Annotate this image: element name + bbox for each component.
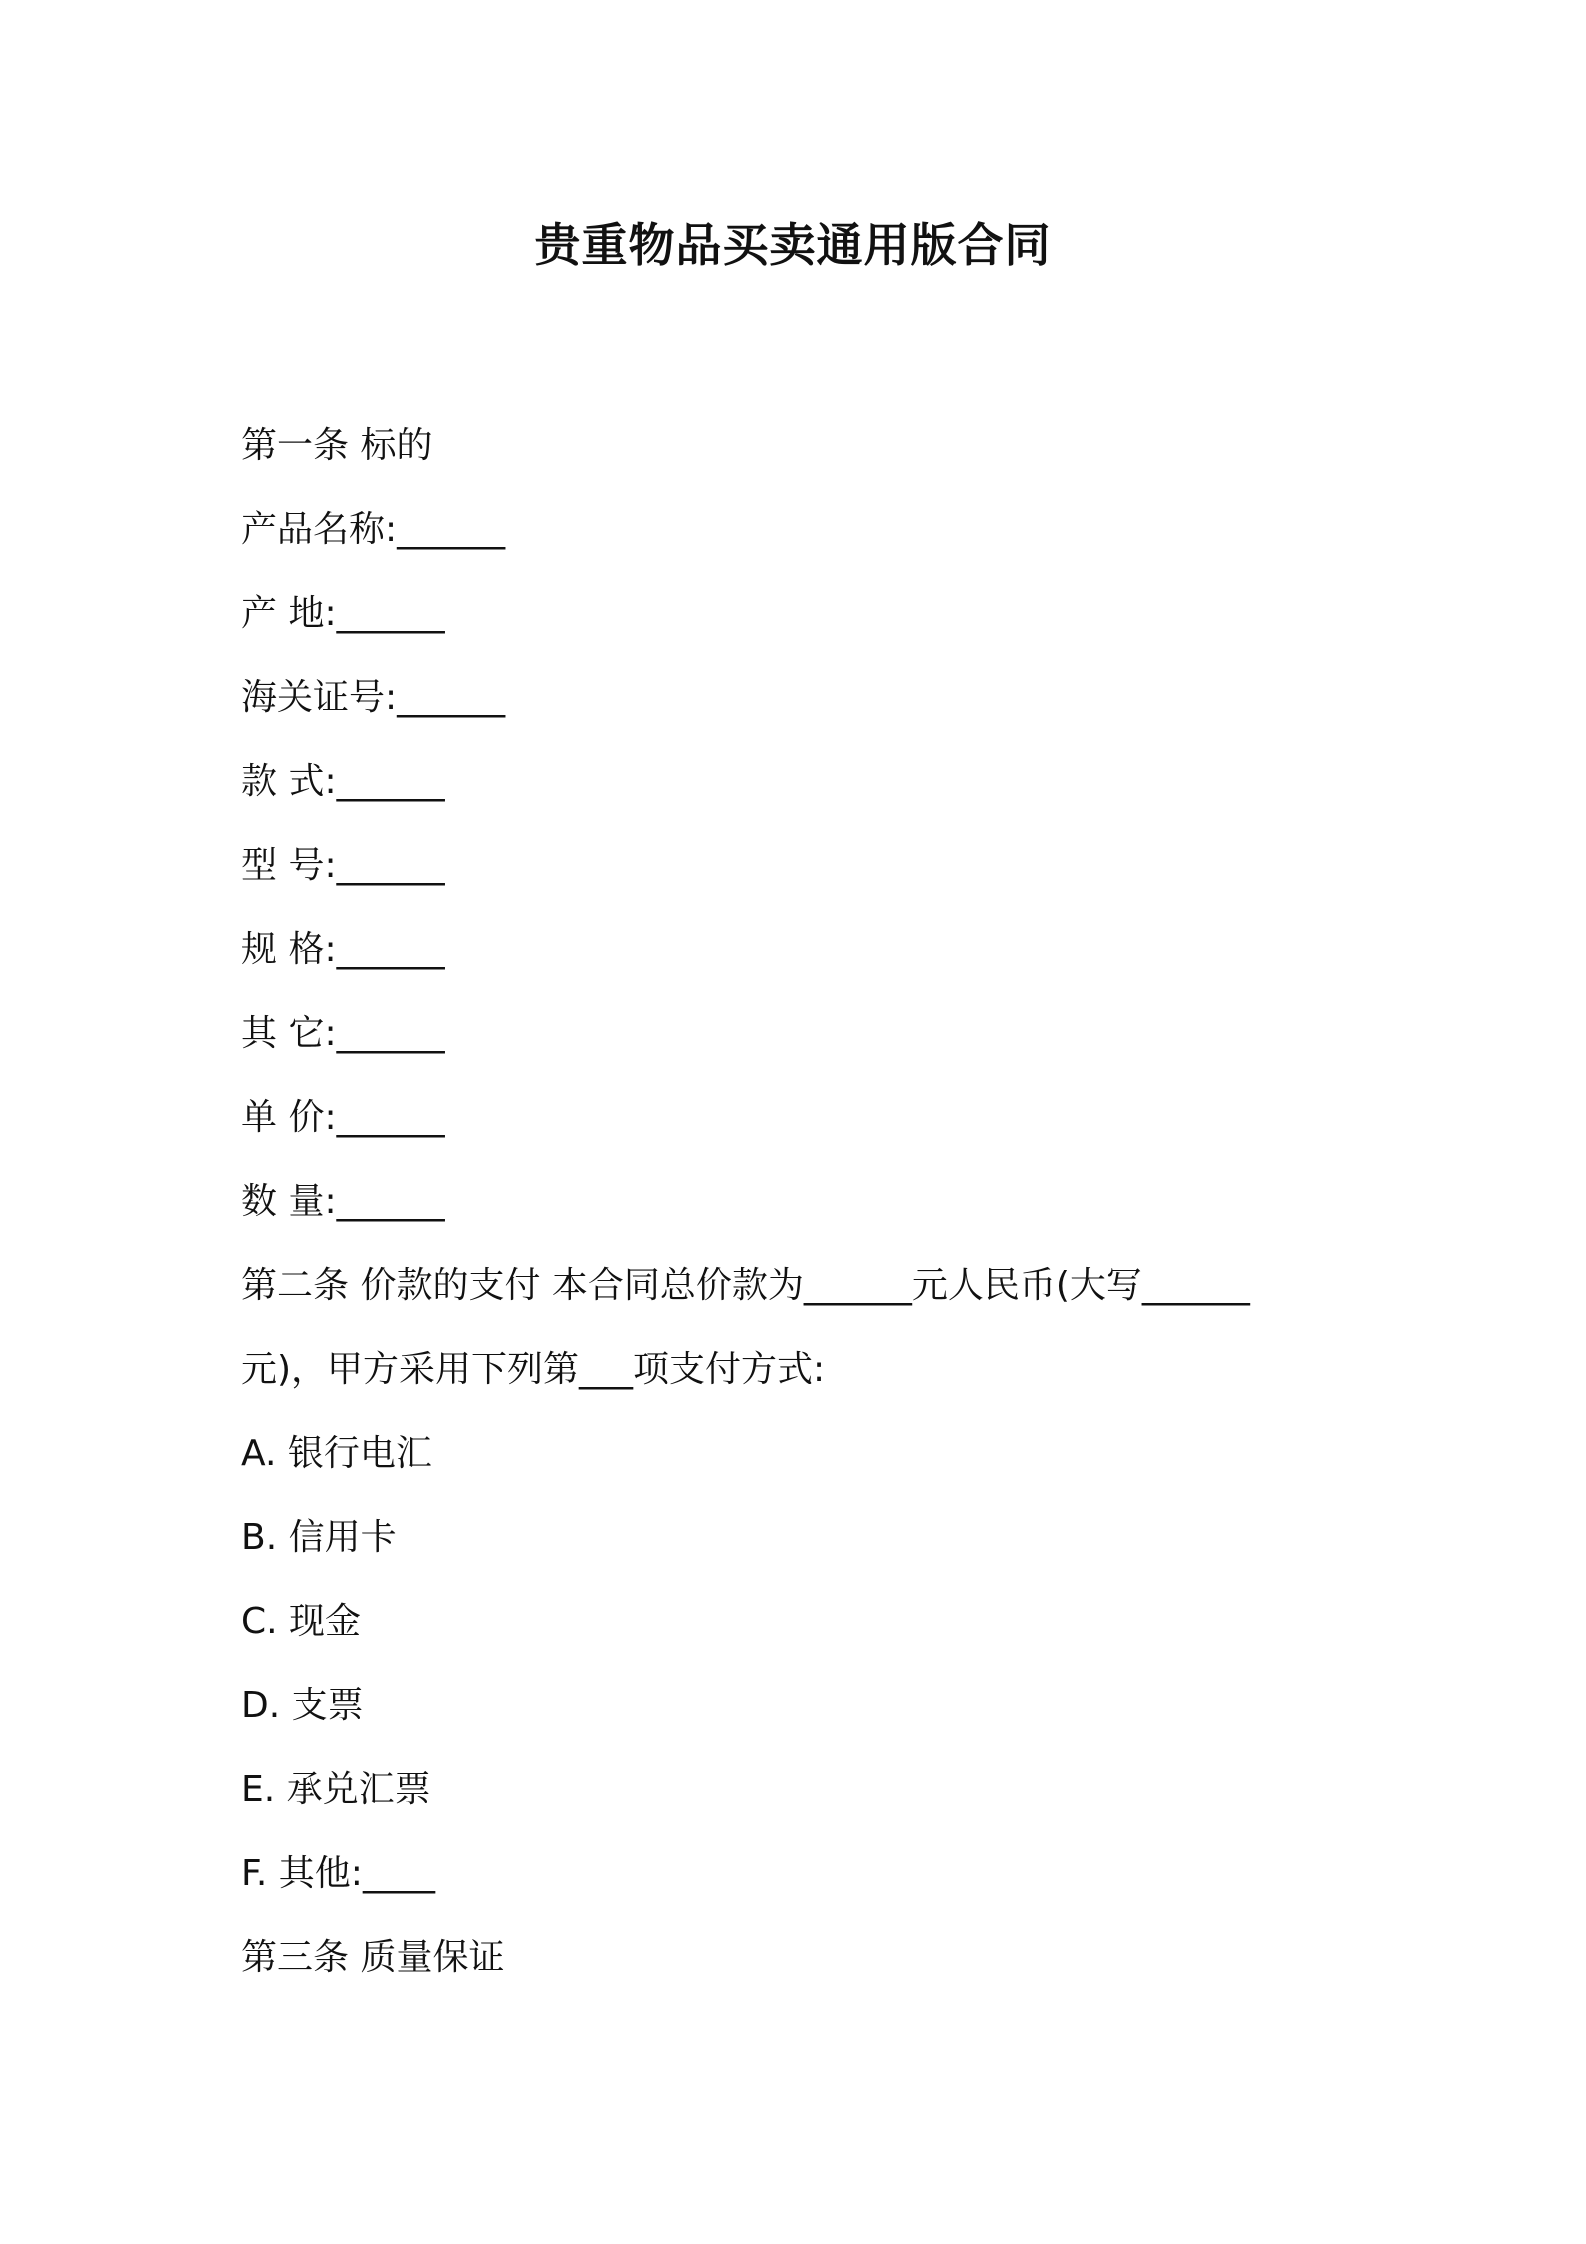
- field-origin: 产 地:______: [241, 593, 445, 634]
- document-title: 贵重物品买卖通用版合同: [534, 218, 1052, 272]
- payment-option-a: A. 银行电汇: [241, 1433, 432, 1474]
- field-unit-price: 单 价:______: [241, 1097, 445, 1138]
- payment-option-b: B. 信用卡: [241, 1517, 397, 1558]
- article-1-heading: 第一条 标的: [241, 425, 433, 466]
- field-quantity: 数 量:______: [241, 1181, 445, 1222]
- field-product-name: 产品名称:______: [241, 509, 506, 550]
- payment-option-e: E. 承兑汇票: [241, 1769, 431, 1810]
- field-other: 其 它:______: [241, 1013, 445, 1054]
- article-3-heading: 第三条 质量保证: [241, 1937, 505, 1978]
- field-style: 款 式:______: [241, 761, 445, 802]
- payment-option-c: C. 现金: [241, 1601, 362, 1642]
- payment-option-f: F. 其他:____: [241, 1853, 435, 1894]
- field-model: 型 号:______: [241, 845, 445, 886]
- article-2-continuation: 元)，甲方采用下列第___项支付方式:: [241, 1349, 826, 1390]
- field-specification: 规 格:______: [241, 929, 445, 970]
- payment-option-d: D. 支票: [241, 1685, 364, 1726]
- document-body: [241, 404, 1391, 2000]
- field-customs-cert-number: 海关证号:______: [241, 677, 506, 718]
- article-2-heading: 第二条 价款的支付 本合同总价款为______元人民币(大写______: [241, 1265, 1250, 1306]
